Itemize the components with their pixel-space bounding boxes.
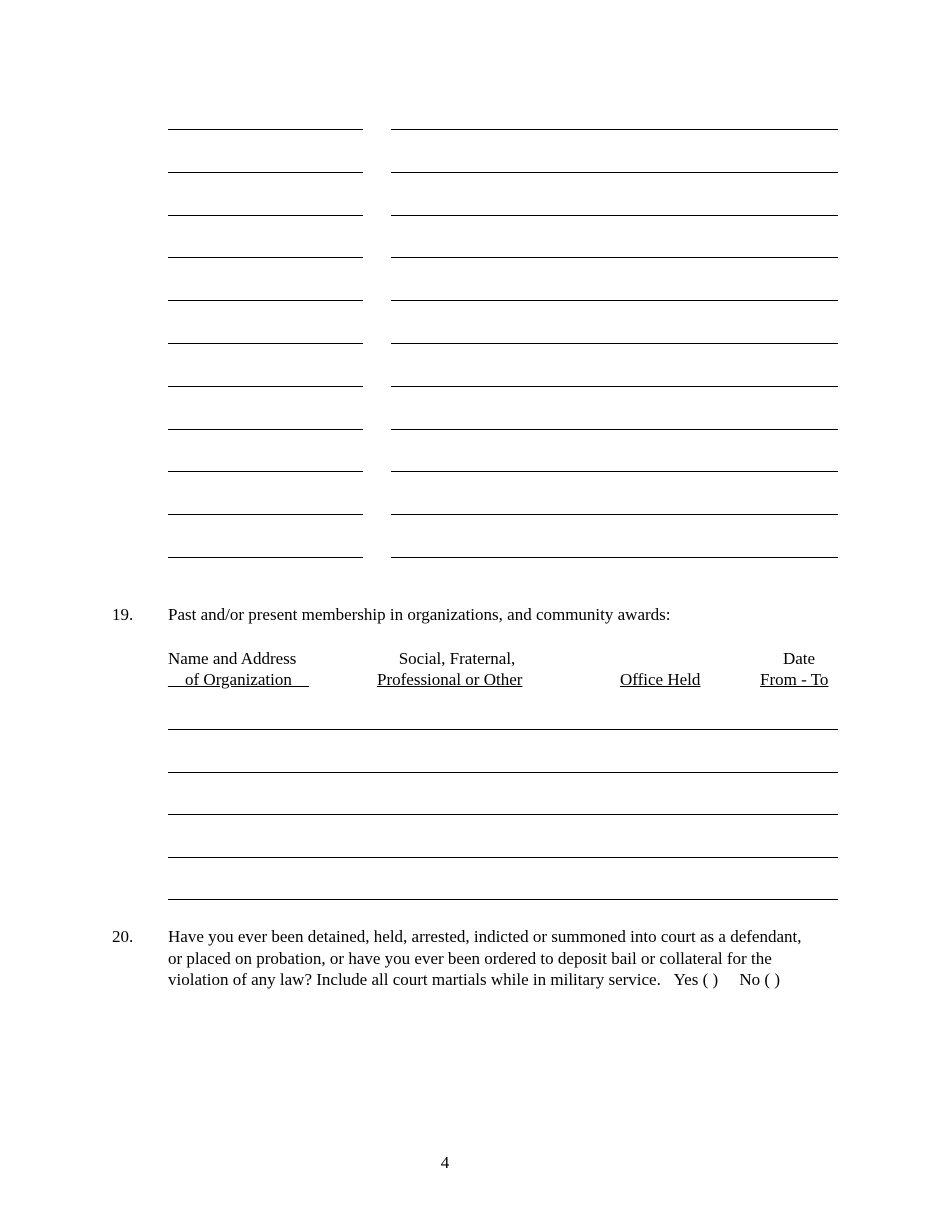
q19-entry-line[interactable] xyxy=(168,899,838,900)
q19-prompt: Past and/or present membership in organizations, and community awards: xyxy=(168,605,671,624)
q20-question-block xyxy=(168,926,808,991)
header-type-line1: Social, Fraternal, xyxy=(398,649,516,668)
prior-row-left-line[interactable] xyxy=(168,172,363,173)
q20-question-text: Have you ever been detained, held, arrested, indicted or summoned into court as a defendant, or placed on probation, or have you ever been ordered to deposit bail or collateral for the violation of any law? Include all court martials while in military service. xyxy=(168,927,802,989)
prior-row-right-line[interactable] xyxy=(391,257,838,258)
header-name-line1: Name and Address xyxy=(168,649,297,668)
prior-row-left-line[interactable] xyxy=(168,215,363,216)
prior-row-left-line[interactable] xyxy=(168,514,363,515)
q19-entry-line[interactable] xyxy=(168,772,838,773)
prior-row-left-line[interactable] xyxy=(168,300,363,301)
q20-yes-option[interactable] xyxy=(665,970,718,989)
prior-row-right-line[interactable] xyxy=(391,215,838,216)
prior-row-left-line[interactable] xyxy=(168,386,363,387)
prior-row-right-line[interactable] xyxy=(391,343,838,344)
prior-row-left-line[interactable] xyxy=(168,429,363,430)
q19-entry-line[interactable] xyxy=(168,857,838,858)
prior-row-right-line[interactable] xyxy=(391,172,838,173)
prior-row-right-line[interactable] xyxy=(391,129,838,130)
q19-entry-line[interactable] xyxy=(168,814,838,815)
prior-row-right-line[interactable] xyxy=(391,300,838,301)
q19-entry-line[interactable] xyxy=(168,729,838,730)
q20-no-option[interactable] xyxy=(722,970,780,989)
prior-row-left-line[interactable] xyxy=(168,557,363,558)
q20-no-label: No ( ) xyxy=(739,970,781,989)
header-name-line2: __of Organization__ xyxy=(168,670,309,689)
prior-row-left-line[interactable] xyxy=(168,471,363,472)
prior-row-right-line[interactable] xyxy=(391,557,838,558)
page-number: 4 xyxy=(440,1153,450,1172)
header-office-held: Office Held xyxy=(620,670,701,689)
q19-number: 19. xyxy=(112,605,134,624)
prior-row-left-line[interactable] xyxy=(168,257,363,258)
header-date-line2: From - To xyxy=(760,670,829,689)
q20-number: 20. xyxy=(112,927,134,946)
header-type-line2: Professional or Other xyxy=(377,670,523,689)
prior-row-left-line[interactable] xyxy=(168,343,363,344)
prior-row-right-line[interactable] xyxy=(391,386,838,387)
prior-row-right-line[interactable] xyxy=(391,471,838,472)
prior-row-right-line[interactable] xyxy=(391,429,838,430)
q20-yes-label: Yes ( ) xyxy=(673,970,719,989)
prior-row-right-line[interactable] xyxy=(391,514,838,515)
header-date-line1: Date xyxy=(782,649,816,668)
prior-row-left-line[interactable] xyxy=(168,129,363,130)
